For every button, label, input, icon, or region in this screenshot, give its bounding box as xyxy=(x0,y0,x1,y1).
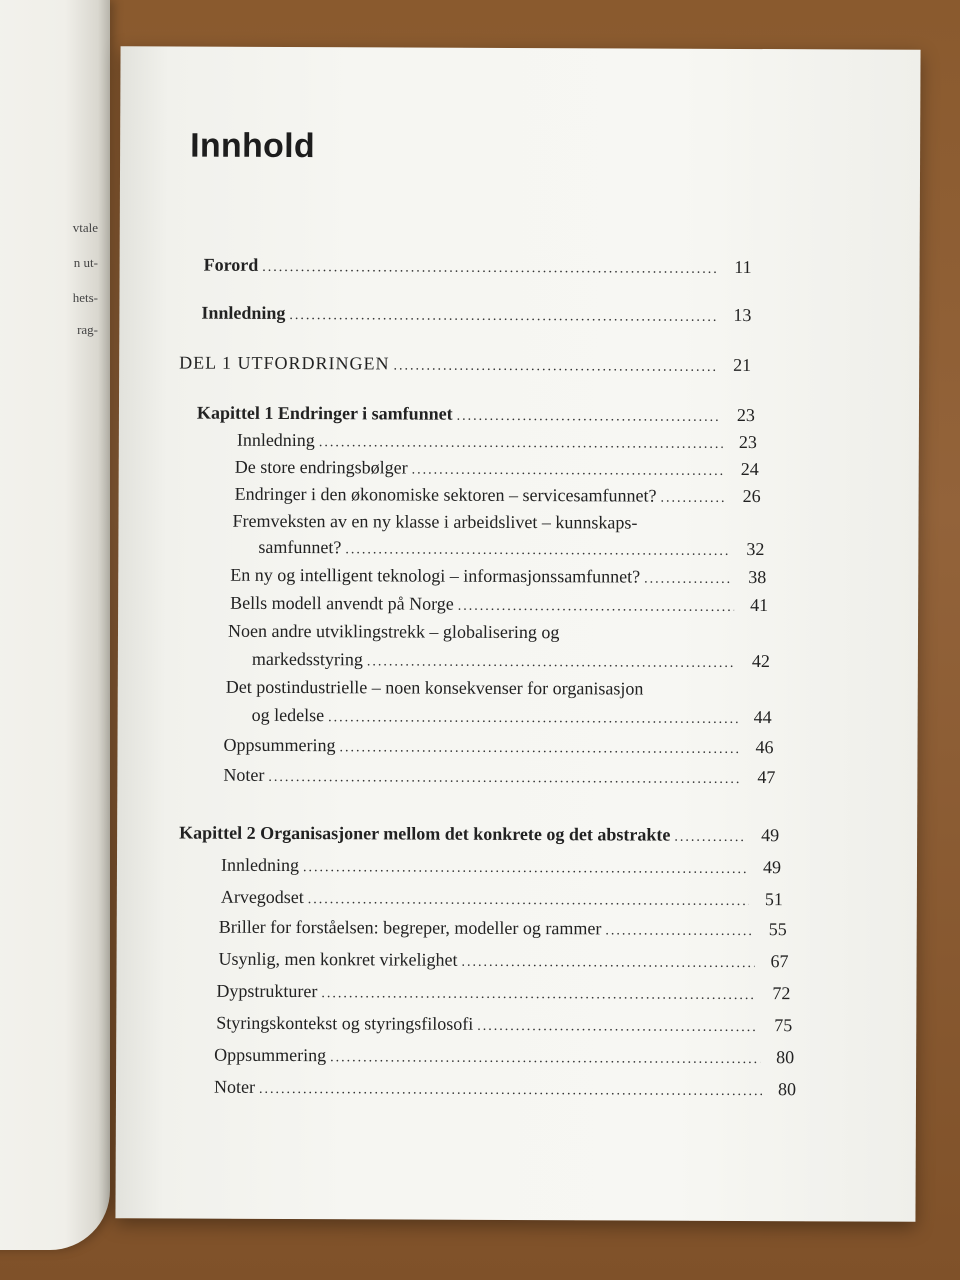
dot-leader xyxy=(339,740,739,758)
dot-leader xyxy=(458,599,734,616)
left-page-text-fragment: rag- xyxy=(77,322,98,337)
toc-entry-label: Innledning xyxy=(201,302,286,323)
toc-entry-label: og ledelse xyxy=(251,704,325,726)
dot-leader xyxy=(328,710,738,728)
toc-entry xyxy=(216,1013,792,1037)
toc-entry xyxy=(216,981,790,1005)
toc-entry-label: Briller for forståelsen: begreper, modeller og rammer xyxy=(218,916,602,939)
toc-chapter-label: Kapittel 1 Endringer i samfunnet xyxy=(196,402,453,424)
toc-page-number: 38 xyxy=(748,567,767,588)
dot-leader xyxy=(268,770,741,788)
toc-entry xyxy=(258,537,764,560)
toc-chapter-2 xyxy=(179,823,779,847)
toc-entry-label: Styringskontekst og styringsfilosofi xyxy=(216,1012,474,1034)
toc-entry xyxy=(235,457,759,480)
toc-page-number: 23 xyxy=(738,431,757,453)
toc-entry xyxy=(221,887,783,910)
dot-leader xyxy=(644,572,732,588)
toc-entry-label: Innledning xyxy=(220,854,300,876)
toc-entry xyxy=(252,705,772,728)
toc-entry-part-1 xyxy=(179,353,751,376)
dot-leader xyxy=(605,923,752,940)
toc-entry xyxy=(237,430,757,453)
toc-entry xyxy=(219,949,789,972)
toc-chapter-label: Kapittel 2 Organisasjoner mellom det konkrete og det abstrakte xyxy=(179,822,671,845)
dot-leader xyxy=(262,260,717,278)
toc-page-number: 23 xyxy=(736,404,756,426)
dot-leader xyxy=(303,860,747,878)
toc-page-number: 26 xyxy=(742,485,761,507)
toc-entry xyxy=(223,735,773,758)
toc-page-number: 21 xyxy=(733,354,752,376)
toc-entry-label: En ny og intelligent teknologi – informasjonssamfunnet? xyxy=(230,564,641,587)
dot-leader xyxy=(367,654,736,672)
toc-page-number: 80 xyxy=(777,1079,797,1100)
toc-entry-label: Arvegodset xyxy=(220,886,304,908)
toc-entry-label: Dypstrukturer xyxy=(216,980,318,1002)
toc-entry-label-line1: Det postindustrielle – noen konsekvenser for organisasjon xyxy=(225,676,644,699)
left-page-text-fragment: vtale xyxy=(72,220,98,235)
left-page-text-fragment: hets- xyxy=(72,290,98,305)
toc-entry-label: Usynlig, men konkret virkelighet xyxy=(218,948,458,970)
left-page-text-fragment: n ut- xyxy=(73,255,98,270)
toc-entry xyxy=(219,917,787,940)
toc-page-number: 72 xyxy=(772,983,791,1004)
toc-page-number: 75 xyxy=(774,1015,793,1036)
dot-leader xyxy=(330,1050,760,1068)
dot-leader xyxy=(412,463,725,480)
toc-entry xyxy=(214,1077,796,1101)
toc-page-number: 41 xyxy=(750,595,769,616)
dot-leader xyxy=(457,409,721,426)
toc-entry xyxy=(214,1045,794,1069)
toc-entry-label: Innledning xyxy=(236,429,315,451)
toc-page-number: 49 xyxy=(762,857,782,878)
dot-leader xyxy=(308,892,749,910)
toc-page-number: 47 xyxy=(757,767,776,788)
toc-entry-label: markedsstyring xyxy=(251,648,363,670)
toc-page-number: 55 xyxy=(768,919,787,940)
toc-entry xyxy=(230,593,768,616)
dot-leader xyxy=(319,435,723,453)
toc-entry-label: Endringer i den økonomiske sektoren – servicesamfunnet? xyxy=(234,483,657,506)
toc-entry xyxy=(252,649,770,672)
dot-leader xyxy=(674,830,745,846)
toc-page-number: 67 xyxy=(770,951,789,972)
toc-chapter-1 xyxy=(197,403,755,426)
toc-entry-label: De store endringsbølger xyxy=(234,456,408,478)
toc-entry-innledning xyxy=(201,303,751,326)
toc-entry-label: samfunnet? xyxy=(258,536,342,558)
toc-entry-label: Oppsummering xyxy=(223,734,336,756)
toc-page-number: 80 xyxy=(776,1047,795,1068)
dot-leader xyxy=(477,1019,758,1036)
toc-page-number: 51 xyxy=(764,889,783,910)
toc-page-number: 42 xyxy=(751,651,770,672)
page-title: Innhold xyxy=(190,126,316,166)
toc-page-number: 49 xyxy=(761,825,780,846)
toc-page-number: 46 xyxy=(755,737,774,758)
dot-leader xyxy=(289,308,717,326)
toc-page-number: 11 xyxy=(734,256,752,278)
dot-leader xyxy=(461,955,754,972)
toc-entry xyxy=(221,855,781,878)
toc-page-number: 44 xyxy=(753,707,772,728)
toc-entry-label: Noter xyxy=(223,764,265,785)
toc-page xyxy=(115,46,920,1221)
toc-entry-forord xyxy=(204,255,752,278)
toc-entry-label-line1: Fremveksten av en ny klasse i arbeidslivet – kunnskaps- xyxy=(232,510,638,533)
dot-leader xyxy=(345,542,730,560)
toc-page-number: 24 xyxy=(740,458,759,480)
toc-entry-label: Noter xyxy=(213,1076,256,1097)
toc-page-number: 13 xyxy=(733,304,752,326)
toc-entry-label: Bells modell anvendt på Norge xyxy=(230,592,454,614)
toc-entry-label: DEL 1 UTFORDRINGEN xyxy=(179,352,390,374)
toc-entry-label: Oppsummering xyxy=(214,1044,327,1066)
dot-leader xyxy=(393,358,717,375)
dot-leader xyxy=(660,491,726,507)
toc-entry-label: Forord xyxy=(203,254,259,275)
left-page-edge xyxy=(0,0,110,1250)
toc-entry-label-line1: Noen andre utviklingstrekk – globalisering og xyxy=(227,620,560,643)
toc-entry xyxy=(223,765,775,788)
toc-page-number: 32 xyxy=(746,538,765,560)
toc-entry xyxy=(230,565,766,588)
toc-entry xyxy=(235,484,761,507)
dot-leader xyxy=(259,1082,762,1100)
dot-leader xyxy=(321,986,756,1004)
